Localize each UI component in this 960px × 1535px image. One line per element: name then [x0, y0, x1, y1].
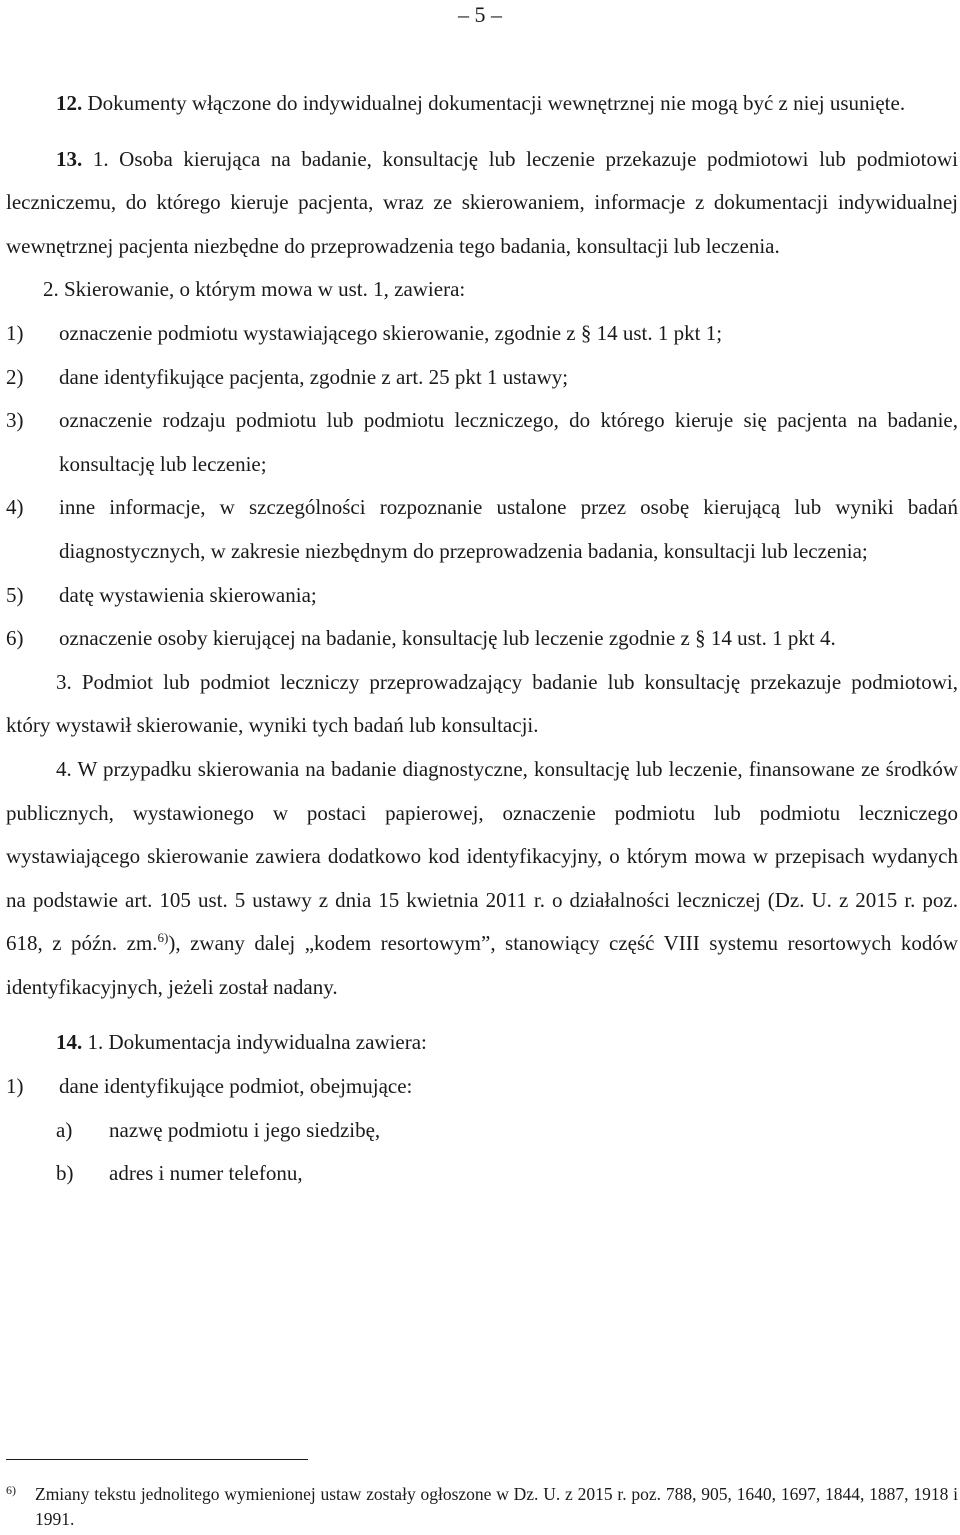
- article-14-ust-1-text: 1. Dokumentacja indywidualna zawiera:: [82, 1030, 427, 1055]
- article-13-ust-3: 3. Podmiot lub podmiot leczniczy przeprowadzający badanie lub konsultację przekazuje podmiotowi, który wystawił skierowanie, wyniki tych badań lub konsultacji.: [6, 669, 958, 738]
- letter-number: b): [56, 1161, 74, 1186]
- article-13-ust-4: [6, 748, 958, 1010]
- article-13-ust-1-text: 1. Osoba kierująca na badanie, konsultację lub leczenie przekazuje podmiotowi lub podmiotowi leczniczemu, do którego kieruje pacjenta, wraz ze skierowaniem, informacje z dokumentacji indywidualnej wewnętrznej pacjenta niezbędne do przeprowadzenia tego badania, konsultacji lub leczenia.: [6, 146, 958, 258]
- point-text: datę wystawienia skierowania;: [59, 582, 317, 607]
- article-13-point-4: [6, 486, 958, 573]
- letter-text: adres i numer telefonu,: [109, 1161, 303, 1186]
- footnote-mark: 6): [6, 1483, 16, 1497]
- article-13-point-1: [6, 312, 958, 356]
- point-text: oznaczenie podmiotu wystawiającego skierowanie, zgodnie z § 14 ust. 1 pkt 1;: [59, 320, 723, 345]
- point-number: 1): [6, 320, 24, 345]
- article-14-number: 14.: [56, 1030, 83, 1055]
- point-number: 4): [6, 495, 24, 520]
- article-13-number: 13.: [56, 146, 83, 171]
- point-number: 5): [6, 582, 24, 607]
- point-text: inne informacje, w szczególności rozpoznanie ustalone przez osobę kierującą lub wyniki badań diagnostycznych, w zakresie niezbędnym do przeprowadzenia badania, konsultacji lub leczenia;: [59, 495, 958, 563]
- article-13-point-5: [6, 574, 958, 618]
- point-text: oznaczenie rodzaju podmiotu lub podmiotu leczniczego, do którego kieruje się pacjenta na badanie, konsultację lub leczenie;: [59, 408, 958, 476]
- point-number: 3): [6, 408, 24, 433]
- article-14-point-1: [6, 1065, 958, 1109]
- point-text: dane identyfikujące podmiot, obejmujące:: [59, 1074, 413, 1099]
- article-12: [6, 82, 958, 126]
- point-number: 1): [6, 1074, 24, 1099]
- point-text: dane identyfikujące pacjenta, zgodnie z art. 25 pkt 1 ustawy;: [59, 364, 569, 389]
- article-14-ust-1: [6, 1021, 958, 1065]
- page-number: – 5 –: [458, 2, 502, 27]
- article-13-ust-2: 2. Skierowanie, o którym mowa w ust. 1, zawiera:: [43, 277, 466, 302]
- letter-text: nazwę podmiotu i jego siedzibę,: [109, 1117, 381, 1142]
- article-13-point-6: [6, 617, 958, 661]
- document-body: [6, 82, 958, 1196]
- article-13-point-2: [6, 356, 958, 400]
- article-12-number: 12.: [56, 91, 83, 115]
- footnote-text: Zmiany tekstu jednolitego wymienionej ustaw zostały ogłoszone w Dz. U. z 2015 r. poz. 788, 905, 1640, 1697, 1844, 1887, 1918 i 1991.: [35, 1484, 958, 1529]
- footnote-divider: [6, 1459, 308, 1460]
- footnote: [6, 1482, 958, 1532]
- article-14-letter-b: [6, 1152, 958, 1196]
- point-number: 6): [6, 626, 24, 651]
- article-13-point-3: [6, 399, 958, 486]
- article-14-letter-a: [6, 1109, 958, 1153]
- article-12-text: Dokumenty włączone do indywidualnej dokumentacji wewnętrznej nie mogą być z niej usunięte.: [82, 91, 906, 115]
- point-text: oznaczenie osoby kierującej na badanie, konsultację lub leczenie zgodnie z § 14 ust. 1 pkt 4.: [59, 626, 836, 651]
- letter-number: a): [56, 1117, 73, 1142]
- footnote-reference[interactable]: 6): [157, 930, 169, 946]
- article-13-ust-4-text-cont: ), zwany dalej „kodem resortowym”, stanowiący część VIII systemu resortowych kodów identyfikacyjnych, jeżeli został nadany.: [6, 931, 959, 999]
- point-number: 2): [6, 364, 24, 389]
- article-13-ust-1: [6, 138, 958, 269]
- article-13-ust-4-text: 4. W przypadku skierowania na badanie diagnostyczne, konsultację lub leczenie, finansowane ze środków publicznych, wystawionego w postaci papierowej, oznaczenie podmiotu lub podmiotu leczniczego wystawiającego skierowanie zawiera dodatkowo kod identyfikacyjny, o którym mowa w przepisach wydanych na podstawie art. 105 ust. 5 ustawy z dnia 15 kwietnia 2011 r. o działalności leczniczej (Dz. U. z 2015 r. poz. 618, z późn. zm.: [6, 756, 958, 956]
